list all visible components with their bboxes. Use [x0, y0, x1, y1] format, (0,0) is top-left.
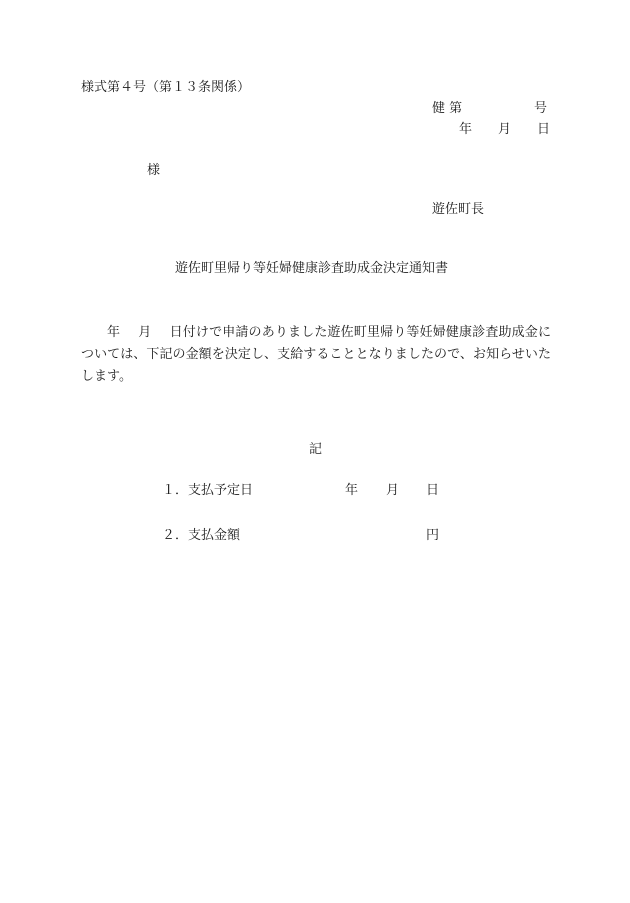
body-month: 月	[138, 325, 152, 340]
issue-date-month: 月	[498, 122, 512, 137]
document-number-prefix: 健 第	[432, 101, 463, 116]
payment-amount-label: ２．支払金額	[162, 528, 241, 543]
document-number-suffix: 号	[534, 101, 548, 116]
addressee-honorific: 様	[147, 163, 161, 178]
document-title: 遊佐町里帰り等妊婦健康診査助成金決定通知書	[175, 261, 449, 276]
payment-date-month: 月	[386, 483, 400, 498]
form-number: 様式第４号（第１３条関係）	[81, 80, 251, 95]
issue-date-day: 日	[537, 122, 551, 137]
ki-heading: 記	[309, 442, 323, 457]
body-year: 年	[107, 325, 121, 340]
sender-name: 遊佐町長	[432, 202, 485, 217]
payment-date-year: 年	[345, 483, 359, 498]
issue-date-year: 年	[459, 122, 473, 137]
payment-date-label: １．支払予定日	[162, 483, 254, 498]
payment-date-day: 日	[426, 483, 440, 498]
payment-amount-unit: 円	[426, 528, 440, 543]
body-text: 日付けで申請のありました遊佐町里帰り等妊婦健康診査助成金については、下記の金額を決定し、支給することとなりましたので、お知らせいたします。	[81, 325, 551, 384]
body-paragraph	[81, 322, 551, 388]
